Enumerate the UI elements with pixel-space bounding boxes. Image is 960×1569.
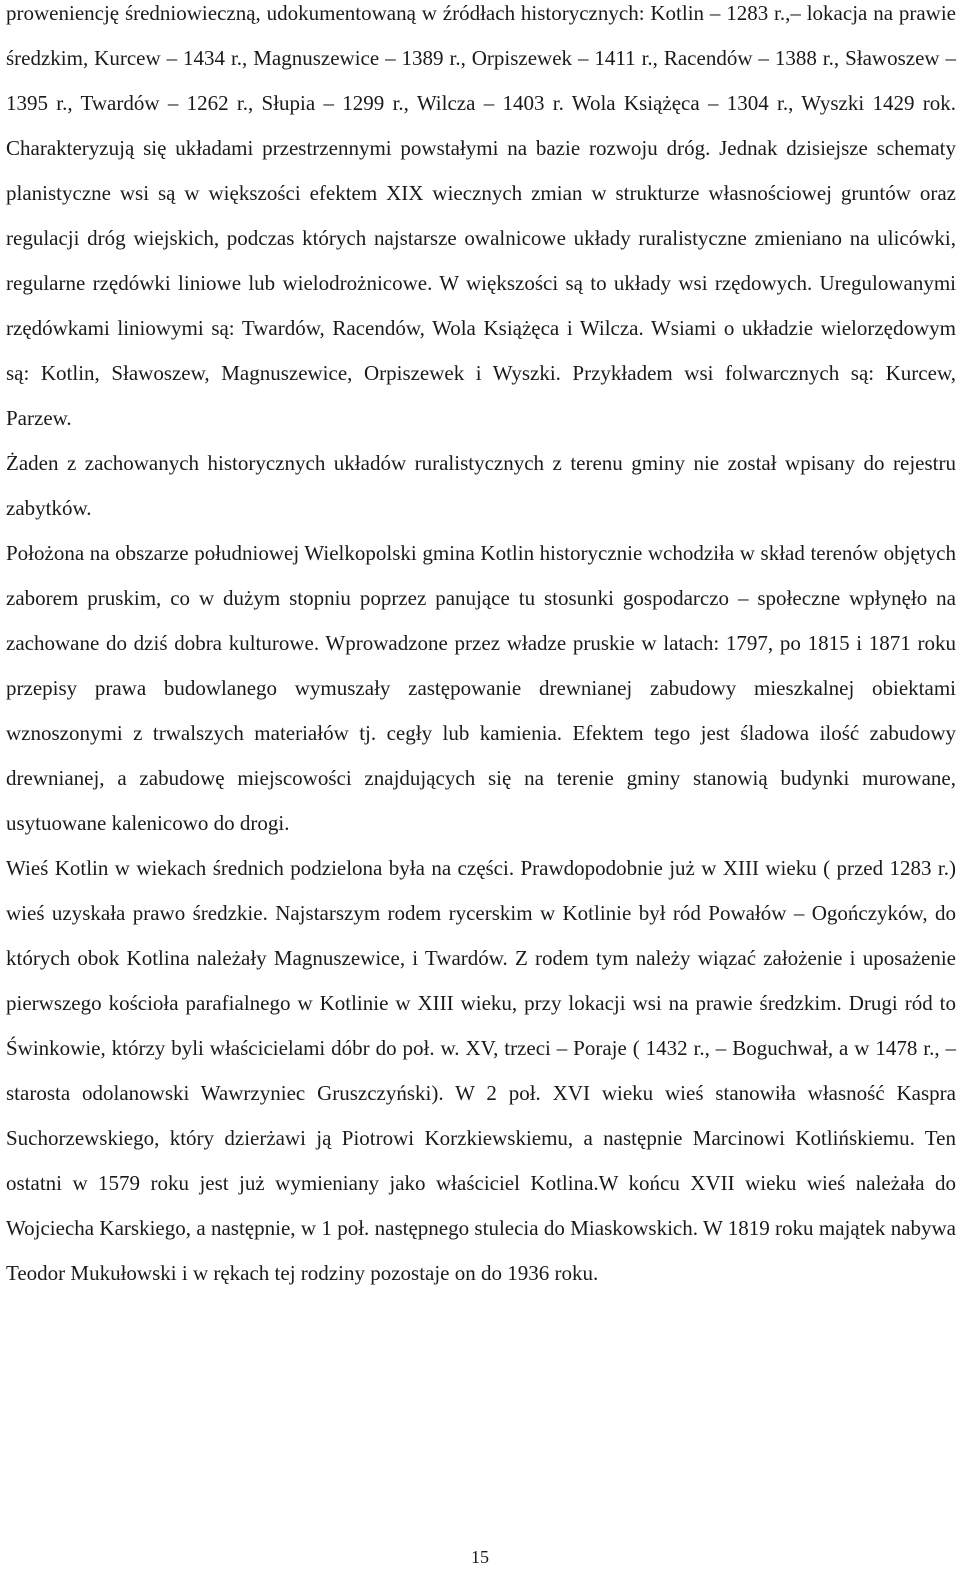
paragraph-kotlin-history: Wieś Kotlin w wiekach średnich podzielona była na części. Prawdopodobnie już w XIII wieku ( przed 1283 r.) wieś uzyskała prawo średzkie. Najstarszym rodem rycerskim w Kotlinie był ród Powałów – Ogończyków, do których obok Kotlina należały Magnuszewice, i Twardów. Z rodem tym należy wiązać założenie i uposażenie pierwszego kościoła parafialnego w Kotlinie w XIII wieku, przy lokacji wsi na prawie średzkim. Drugi ród to Świnkowie, którzy byli właścicielami dóbr do poł. w. XV, trzeci – Poraje ( 1432 r., – Boguchwał, a w 1478 r., – starosta odolanowski Wawrzyniec Gruszczyński). W 2 poł. XVI wieku wieś stanowiła własność Kaspra Suchorzewskiego, który dzierżawi ją Piotrowi Korzkiewskiemu, a następnie Marcinowi Kotlińskiemu. Ten ostatni w 1579 roku jest już wymieniany jako właściciel Kotlina.W końcu XVII wieku wieś należała do Wojciecha Karskiego, a następnie, w 1 poł. następnego stulecia do Miaskowskich. W 1819 roku majątek nabywa Teodor Mukułowski i w rękach tej rodziny pozostaje on do 1936 roku. — [6, 856, 956, 1285]
page-number: 15 — [471, 1547, 489, 1567]
paragraph-prussian-partition: Położona na obszarze południowej Wielkopolski gmina Kotlin historycznie wchodziła w skład terenów objętych zaborem pruskim, co w dużym stopniu poprzez panujące tu stosunki gospodarczo – społeczne wpłynęło na zachowane do dziś dobra kulturowe. Wprowadzone przez władze pruskie w latach: 1797, po 1815 i 1871 roku przepisy prawa budowlanego wymuszały zastępowanie drewnianej zabudowy mieszkalnej obiektami wznoszonymi z trwalszych materiałów tj. cegły lub kamienia. Efektem tego jest śladowa ilość zabudowy drewnianej, a zabudowę miejscowości znajdujących się na terenie gminy stanowią budynki murowane, usytuowane kalenicowo do drogi. — [6, 541, 956, 835]
paragraph-heritage-register: Żaden z zachowanych historycznych układów ruralistycznych z terenu gminy nie został wpisany do rejestru zabytków. — [6, 451, 956, 520]
document-page — [6, 0, 956, 1296]
paragraph-village-layouts: proweniencję średniowieczną, udokumentowaną w źródłach historycznych: Kotlin – 1283 r.,– lokacja na prawie średzkim, Kurcew – 1434 r., Magnuszewice – 1389 r., Orpiszewek – 1411 r., Racendów – 1388 r., Sławoszew – 1395 r., Twardów – 1262 r., Słupia – 1299 r., Wilcza – 1403 r. Wola Książęca – 1304 r., Wyszki 1429 rok. Charakteryzują się układami przestrzennymi powstałymi na bazie rozwoju dróg. Jednak dzisiejsze schematy planistyczne wsi są w większości efektem XIX wiecznych zmian w strukturze własnościowej gruntów oraz regulacji dróg wiejskich, podczas których najstarsze owalnicowe układy ruralistyczne zmieniano na ulicówki, regularne rzędówki liniowe lub wielodrożnicowe. W większości są to układy wsi rzędowych. Uregulowanymi rzędówkami liniowymi są: Twardów, Racendów, Wola Książęca i Wilcza. Wsiami o układzie wielorzędowym są: Kotlin, Sławoszew, Magnuszewice, Orpiszewek i Wyszki. Przykładem wsi folwarcznych są: Kurcew, Parzew. — [6, 1, 956, 430]
